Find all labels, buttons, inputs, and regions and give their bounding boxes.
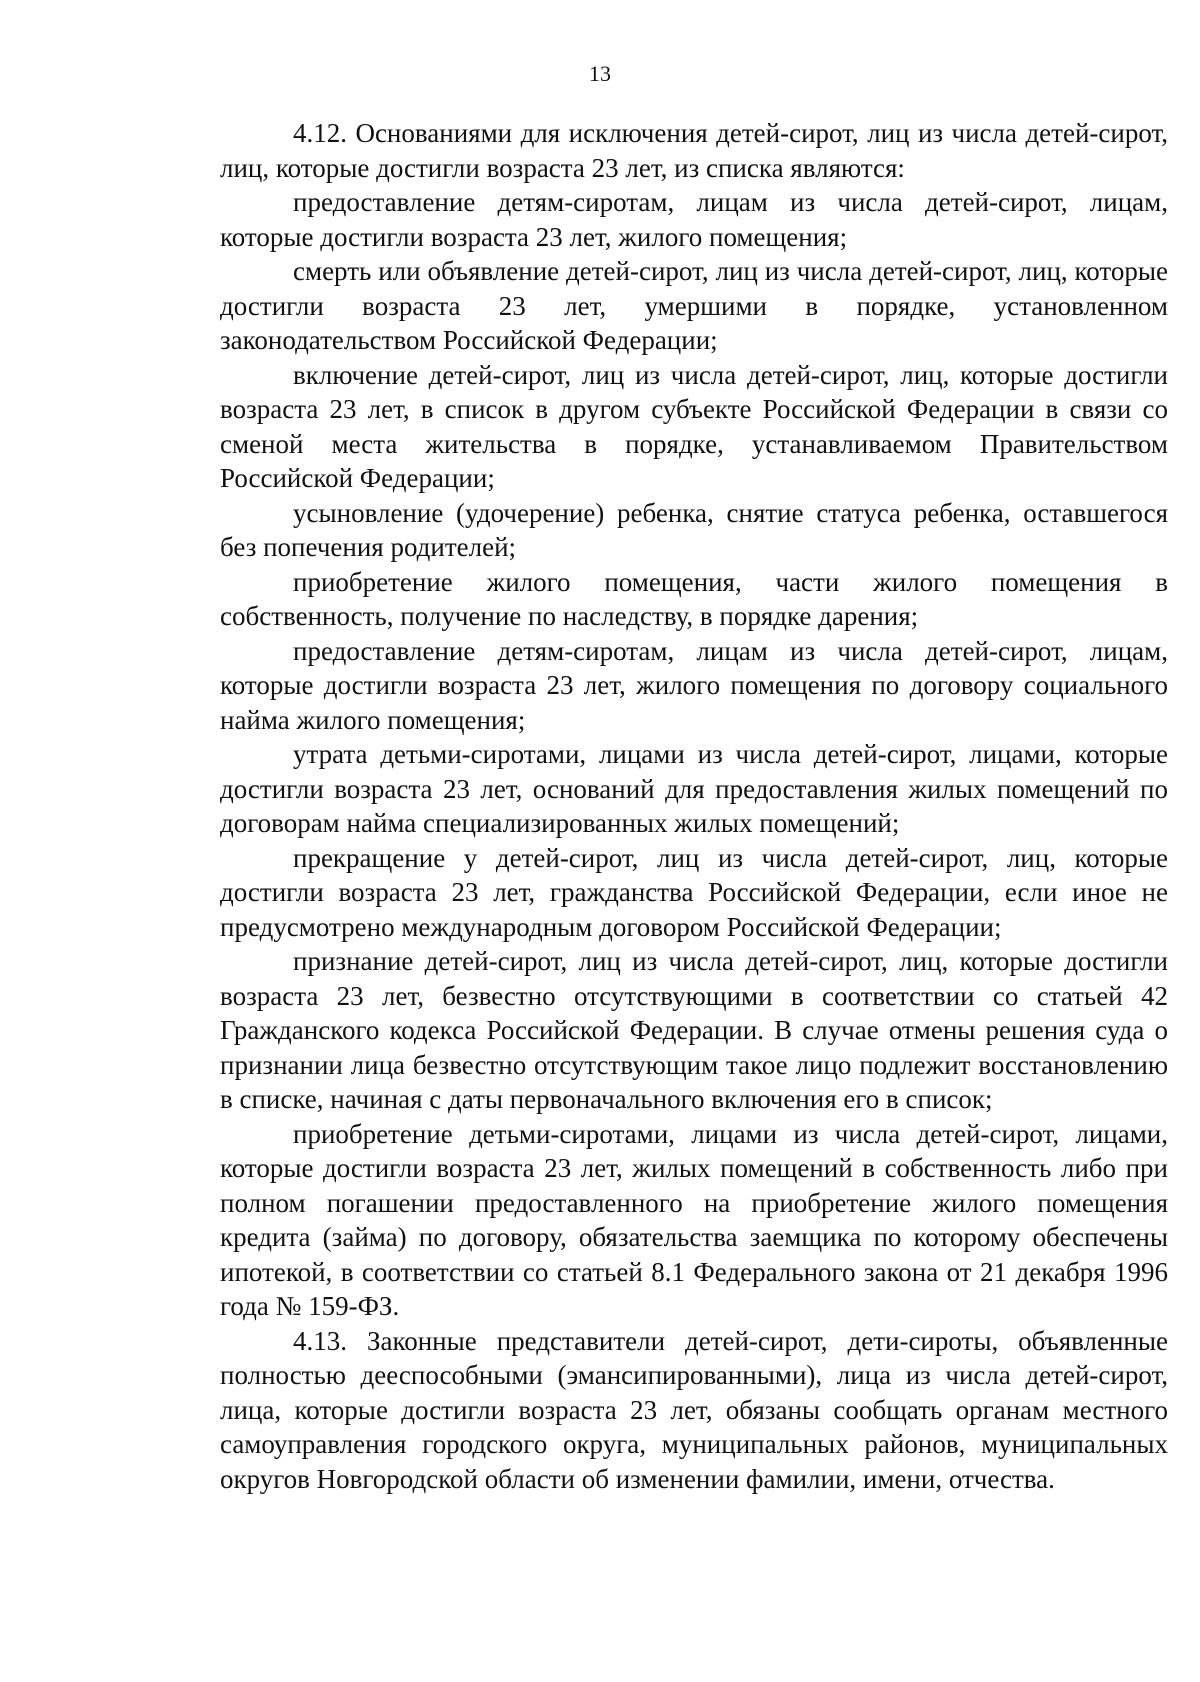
document-body bbox=[220, 116, 1168, 1496]
paragraph-mortgage-acquisition: приобретение детьми-сиротами, лицами из числа детей-сирот, лицами, которые достигли возраста 23 лет, жилых помещений в собственность либо при полном погашении предоставленного на приобретение жилого помещения кредита (займа) по договору, обязательства заемщика по которому обеспечены ипотекой, в соответствии со статьей 8.1 Федерального закона от 21 декабря 1996 года № 159-ФЗ. bbox=[220, 1118, 1168, 1321]
paragraph-citizenship-termination: прекращение у детей-сирот, лиц из числа детей-сирот, лиц, которые достигли возраста 23 лет, гражданства Российской Федерации, если иное не предусмотрено международным договором Российской Федерации; bbox=[220, 842, 1168, 942]
paragraph-4-12-intro: 4.12. Основаниями для исключения детей-сирот, лиц из числа детей-сирот, лиц, которые достигли возраста 23 лет, из списка являются: bbox=[220, 118, 1168, 183]
paragraph-death-declaration: смерть или объявление детей-сирот, лиц из числа детей-сирот, лиц, которые достигли возраста 23 лет, умершими в порядке, установленном законодательством Российской Федерации; bbox=[220, 256, 1168, 355]
paragraph-4-13-obligations: 4.13. Законные представители детей-сирот, дети-сироты, объявленные полностью дееспособными (эмансипированными), лица из числа детей-сирот, лица, которые достигли возраста 23 лет, обязаны сообщать органам местного самоуправления городского округа, муниципальных районов, муниципальных округов Новгородской области об изменении фамилии, имени, отчества. bbox=[220, 1325, 1168, 1494]
paragraph-missing-persons: признание детей-сирот, лиц из числа детей-сирот, лиц, которые достигли возраста 23 лет, безвестно отсутствующими в соответствии со статьей 42 Гражданского кодекса Российской Федерации. В случае отмены решения суда о признании лица безвестно отсутствующим такое лицо подлежит восстановлению в списке, начиная с даты первоначального включения его в список; bbox=[220, 946, 1168, 1114]
page-number: 13 bbox=[589, 61, 611, 86]
paragraph-inclusion-other-region: включение детей-сирот, лиц из числа детей-сирот, лиц, которые достигли возраста 23 лет, в список в другом субъекте Российской Федерации в связи со сменой места жительства в порядке, устанавливаемом Правительством Российской Федерации; bbox=[220, 359, 1168, 493]
paragraph-property-acquisition: приобретение жилого помещения, части жилого помещения в собственность, получение по наследству, в порядке дарения; bbox=[220, 566, 1168, 631]
paragraph-housing-provided: предоставление детям-сиротам, лицам из числа детей-сирот, лицам, которые достигли возраста 23 лет, жилого помещения; bbox=[220, 187, 1168, 252]
paragraph-loss-of-grounds: утрата детьми-сиротами, лицами из числа детей-сирот, лицами, которые достигли возраста 23 лет, оснований для предоставления жилых помещений по договорам найма специализированных жилых помещений; bbox=[220, 739, 1168, 838]
paragraph-adoption: усыновление (удочерение) ребенка, снятие статуса ребенка, оставшегося без попечения родителей; bbox=[220, 497, 1168, 562]
paragraph-social-lease: предоставление детям-сиротам, лицам из числа детей-сирот, лицам, которые достигли возраста 23 лет, жилого помещения по договору социального найма жилого помещения; bbox=[220, 635, 1168, 735]
